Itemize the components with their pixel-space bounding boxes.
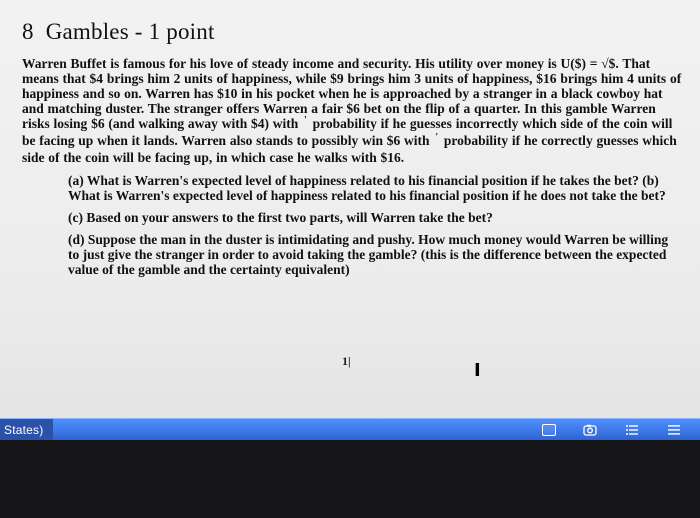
paragraph-text-3: probability if he guesses incorrectly which side of the coin will be facing up when it lands. Warren also stands to possibly win $6 with [22,116,673,148]
document-content [22,18,682,284]
taskbar [0,418,700,440]
camera-icon[interactable] [582,422,598,438]
question-item-d: (d) Suppose the man in the duster is intimidating and pushy. How much money would Warren be willing to just give the stranger in order to avoid taking the gamble? (this is the difference between the expected value of the gamble and the certainty equivalent) [68,232,669,277]
taskbar-left-label[interactable] [0,419,53,441]
list-icon[interactable] [624,422,640,438]
taskbar-label-text: States) [4,423,44,437]
paragraph-text-4: probability if he correctly guesses which side of the coin will be facing up, in which case he walks with $16. [22,133,677,165]
text-cursor-icon: I [474,360,481,381]
paragraph-text-2: That means that $4 brings him 2 units of happiness, while $9 brings him 3 units of happiness, $16 brings him 4 units of happiness and so on. Warren has $10 in his pocket when he is approached by a stranger in a black cowboy hat and matching duster. The stranger offers Warren a fair $6 bet on the flip of a quarter. In this gamble Warren risks losing $6 (and walking away with $4) with [22,56,682,131]
fraction-mark-2: ' [435,132,439,143]
question-item-c: (c) Based on your answers to the first two parts, will Warren take the bet? [68,210,493,225]
question-item-ab: (a) What is Warren's expected level of happiness related to his financial position if he takes the bet? (b) What is Warren's expected level of happiness related to his financial position if he does not take the bet? [68,173,666,203]
section-heading: Gambles - 1 point [45,19,215,44]
page-indicator: 1| [342,354,351,368]
questions-list [68,173,682,277]
section-title [22,18,682,46]
screen-bottom-shadow [0,440,700,518]
section-number: 8 [22,19,34,44]
menu-icon[interactable] [666,422,682,438]
window-icon[interactable] [542,424,556,436]
problem-paragraph [22,56,682,165]
utility-expression: √$. [601,56,619,71]
paragraph-text-1: Warren Buffet is famous for his love of steady income and security. His utility over money is U($) = [22,56,602,71]
taskbar-icons [542,421,682,439]
fraction-mark-1: ' [304,115,307,126]
